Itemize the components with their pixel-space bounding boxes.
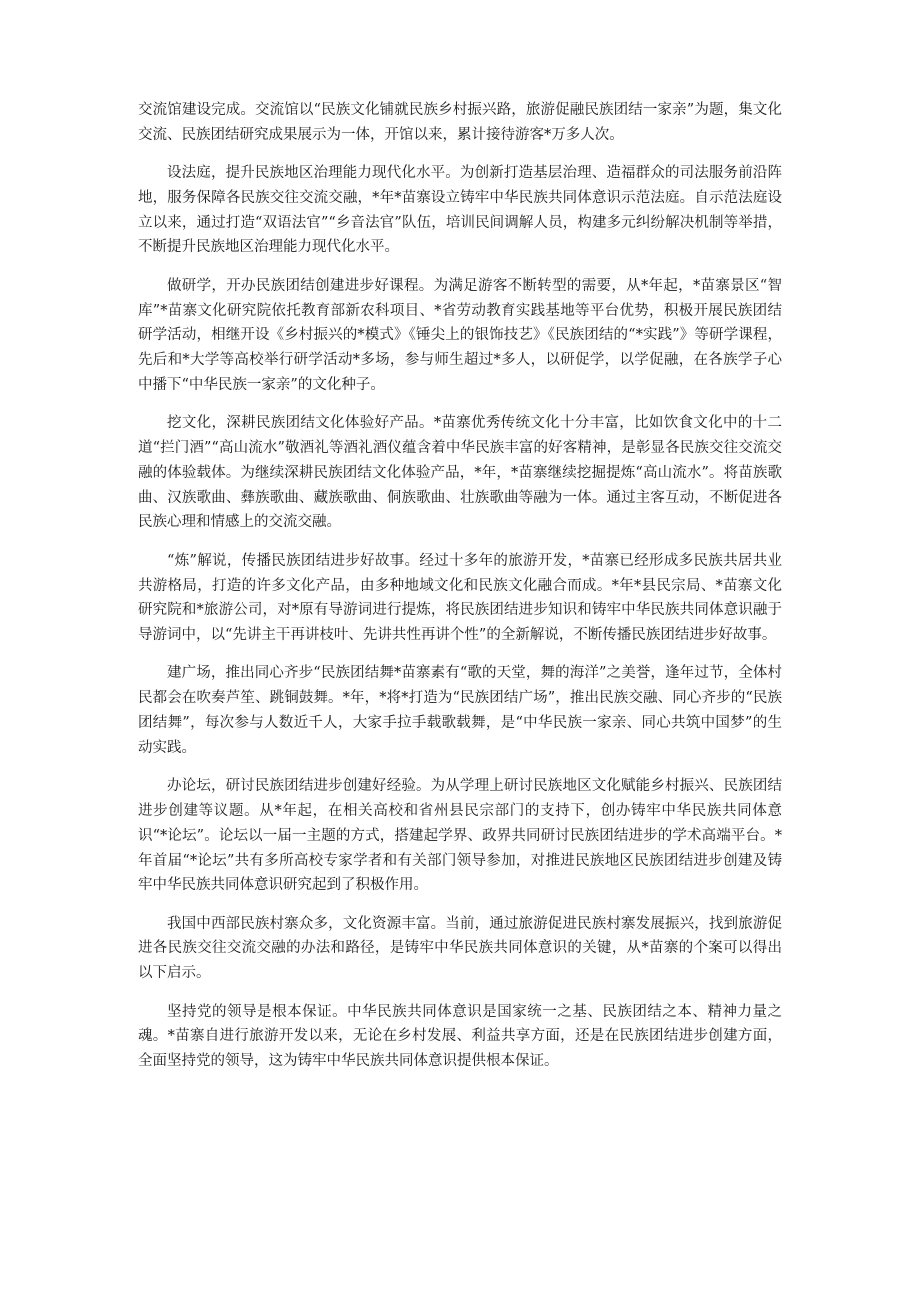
document-body — [138, 98, 782, 1087]
paragraph-culture: 挖文化，深耕民族团结文化体验好产品。*苗寨优秀传统文化十分丰富，比如饮食文化中的十二道“拦门酒”“高山流水”敬酒礼等酒礼酒仪蕴含着中华民族丰富的好客精神，是彰显各民族交往交流交融的体验载体。为继续深耕民族团结文化体验产品，*年，*苗寨继续挖掘提炼“高山流水”。将苗族歌曲、汉族歌曲、彝族歌曲、藏族歌曲、侗族歌曲、壮族歌曲等融为一体。通过主客互动，不断促进各民族心理和情感上的交流交融。 — [138, 415, 782, 531]
paragraph-court: 设法庭，提升民族地区治理能力现代化水平。为创新打造基层治理、造福群众的司法服务前沿阵地，服务保障各民族交往交流交融，*年*苗寨设立铸牢中华民族共同体意识示范法庭。自示范法庭设立以来，通过打造“双语法官”“乡音法官”队伍，培训民间调解人员，构建多元纠纷解决机制等举措，不断提升民族地区治理能力现代化水平。 — [138, 165, 782, 256]
paragraph-square: 建广场，推出同心齐步“民族团结舞*苗寨素有“歌的天堂，舞的海洋”之美誉，逢年过节，全体村民都会在吹奏芦笙、跳铜鼓舞。*年，*将*打造为“民族团结广场”，推出民族交融、同心齐步的“民族团结舞”，每次参与人数近千人，大家手拉手载歌载舞，是“中华民族一家亲、同心共筑中国梦”的生动实践。 — [138, 665, 782, 756]
paragraph-continued: 交流馆建设完成。交流馆以“民族文化铺就民族乡村振兴路，旅游促融民族团结一家亲”为题，集文化交流、民族团结研究成果展示为一体，开馆以来，累计接待游客*万多人次。 — [138, 102, 782, 143]
paragraph-forum: 办论坛，研讨民族团结进步创建好经验。为从学理上研讨民族地区文化赋能乡村振兴、民族团结进步创建等议题。从*年起，在相关高校和省州县民宗部门的支持下，创办铸牢中华民族共同体意识“*论坛”。论坛以一届一主题的方式，搭建起学界、政界共同研讨民族团结进步的学术高端平台。*年首届“*论坛”共有多所高校专家学者和有关部门领导参加，对推进民族地区民族团结进步创建及铸牢中华民族共同体意识研究起到了积极作用。 — [138, 778, 782, 894]
paragraph-study: 做研学，开办民族团结创建进步好课程。为满足游客不断转型的需要，从*年起，*苗寨景区“智库”*苗寨文化研究院依托教育部新农科项目、*省劳动教育实践基地等平台优势，积极开展民族团结研学活动，相继开设《乡村振兴的*模式》《锤尖上的银饰技艺》《民族团结的“*实践”》等研学课程，先后和*大学等高校举行研学活动*多场，参与师生超过*多人，以研促学，以学促融，在各族学子心中播下“中华民族一家亲”的文化种子。 — [138, 277, 782, 393]
paragraph-party-leadership: 坚持党的领导是根本保证。中华民族共同体意识是国家统一之基、民族团结之本、精神力量之魂。*苗寨自进行旅游开发以来，无论在乡村发展、利益共享方面，还是在民族团结进步创建方面，全面坚持党的领导，这为铸牢中华民族共同体意识提供根本保证。 — [138, 1003, 782, 1070]
paragraph-insights: 我国中西部民族村寨众多，文化资源丰富。当前，通过旅游促进民族村寨发展振兴，找到旅游促进各民族交往交流交融的办法和路径，是铸牢中华民族共同体意识的关键，从*苗寨的个案可以得出以下启示。 — [138, 915, 782, 982]
paragraph-narration: “炼”解说，传播民族团结进步好故事。经过十多年的旅游开发，*苗寨已经形成多民族共居共业共游格局，打造的许多文化产品，由多种地域文化和民族文化融合而成。*年*县民宗局、*苗寨文化研究院和*旅游公司，对*原有导游词进行提炼，将民族团结进步知识和铸牢中华民族共同体意识融于导游词中，以“先讲主干再讲枝叶、先讲共性再讲个性”的全新解说，不断传播民族团结进步好故事。 — [138, 552, 782, 644]
